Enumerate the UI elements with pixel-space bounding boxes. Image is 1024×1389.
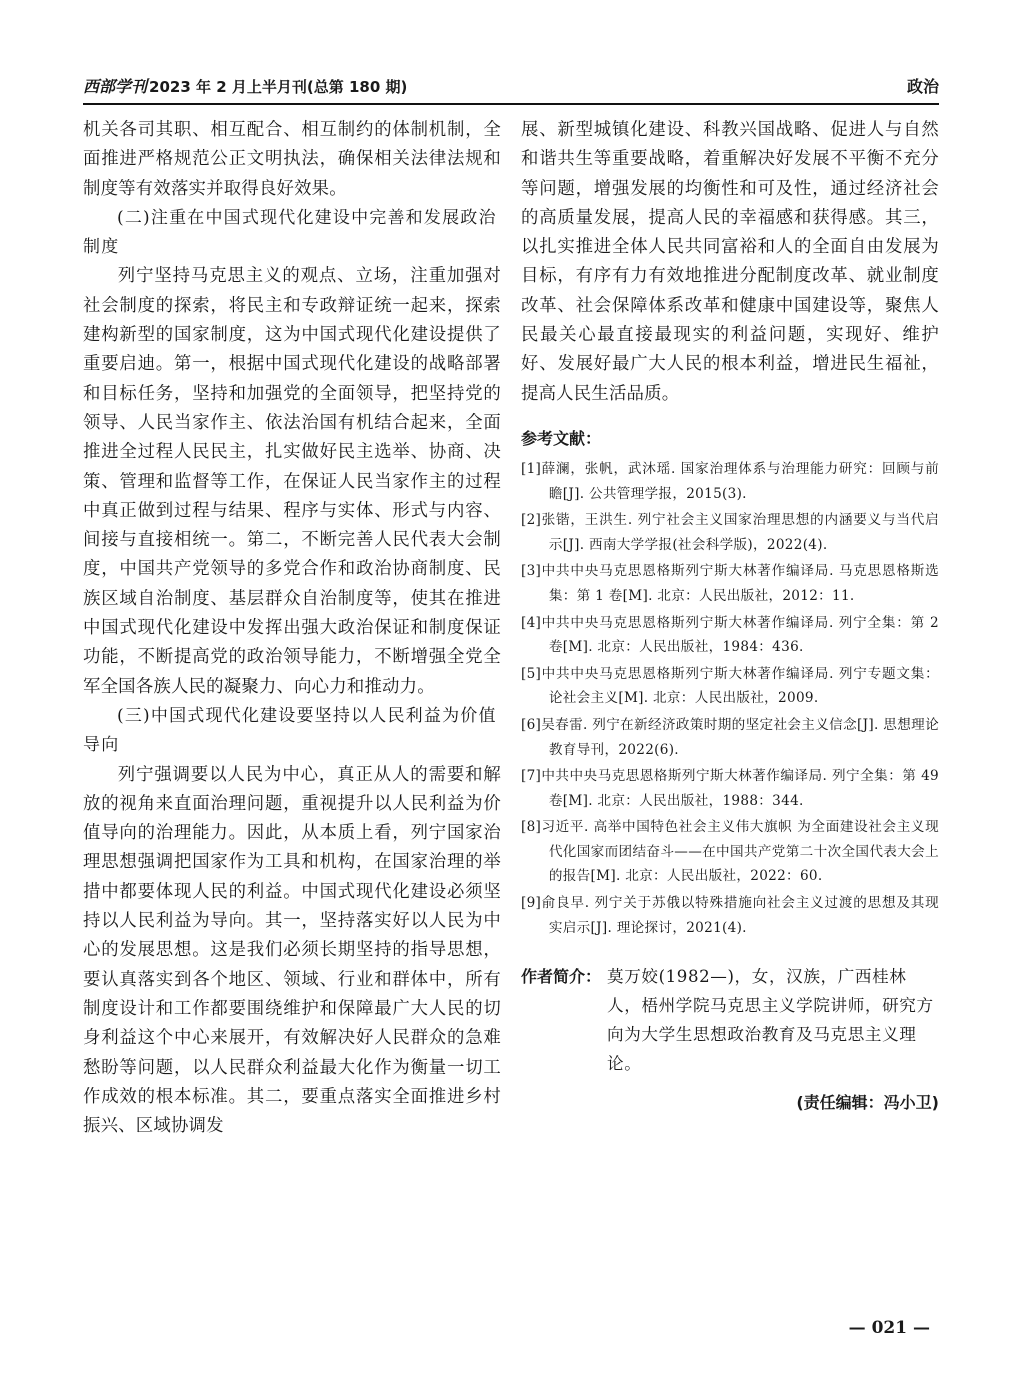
reference-item: [3]中共中央马克思恩格斯列宁斯大林著作编译局. 马克思恩格斯选集：第 1 卷[M]. 北京：人民出版社，2012：11. bbox=[521, 563, 939, 604]
section-heading: (三)中国式现代化建设要坚持以人民利益为价值导向 bbox=[83, 705, 497, 756]
author-bio bbox=[521, 962, 939, 1078]
right-column bbox=[521, 116, 939, 1113]
reference-item: [8]习近平. 高举中国特色社会主义伟大旗帜 为全面建设社会主义现代化国家而团结奋斗——在中国共产党第二十次全国代表大会上的报告[M]. 北京：人民出版社，2022：60. bbox=[521, 819, 939, 885]
reference-item: [4]中共中央马克思恩格斯列宁斯大林著作编译局. 列宁全集：第 2 卷[M]. 北京：人民出版社，1984：436. bbox=[521, 614, 939, 656]
running-header bbox=[83, 74, 939, 100]
author-bio-label: 作者简介： bbox=[521, 967, 602, 987]
section-label: 政治 bbox=[906, 77, 939, 96]
body-paragraph: 列宁强调要以人民为中心，真正从人的需要和解放的视角来直面治理问题，重视提升以人民利益为价值导向的治理能力。因此，从本质上看，列宁国家治理思想强调把国家作为工具和机构，在国家治理的举措中都要体现人民的利益。中国式现代化建设必须坚持以人民利益为导向。其一，坚持落实好以人民为中心的发展思想。这是我们必须长期坚持的指导思想，要认真落实到各个地区、领域、行业和群体中，所有制度设计和工作都要围绕维护和保障最广大人民的切身利益这个中心来展开，有效解决好人民群众的急难愁盼等问题，以人民群众利益最大化作为衡量一切工作成效的根本标准。其二，要重点落实全面推进乡村振兴、区域协调发 bbox=[83, 764, 501, 1137]
reference-item: [2]张锴，王洪生. 列宁社会主义国家治理思想的内涵要义与当代启示[J]. 西南大学学报(社会科学版)，2022(4). bbox=[521, 512, 939, 553]
left-column bbox=[83, 116, 501, 1141]
reference-item: [5]中共中央马克思恩格斯列宁斯大林著作编译局. 列宁专题文集：论社会主义[M]. 北京：人民出版社，2009. bbox=[521, 665, 939, 707]
section-heading: (二)注重在中国式现代化建设中完善和发展政治制度 bbox=[83, 207, 497, 258]
reference-item: [7]中共中央马克思恩格斯列宁斯大林著作编译局. 列宁全集：第 49 卷[M]. 北京：人民出版社，1988：344. bbox=[521, 768, 939, 809]
issue-info: 2023 年 2 月上半月刊(总第 180 期) bbox=[149, 78, 408, 96]
journal-logo: 西部学刊 bbox=[83, 77, 148, 96]
responsible-editor: (责任编辑：冯小卫) bbox=[796, 1093, 939, 1113]
reference-item: [9]俞良早. 列宁关于苏俄以特殊措施向社会主义过渡的思想及其现实启示[J]. 理论探讨，2021(4). bbox=[521, 895, 939, 936]
body-paragraph: 展、新型城镇化建设、科教兴国战略、促进人与自然和谐共生等重要战略，着重解决好发展不平衡不充分等问题，增强发展的均衡性和可及性，通过经济社会的高质量发展，提高人民的幸福感和获得感。其三，以扎实推进全体人民共同富裕和人的全面自由发展为目标，有序有力有效地推进分配制度改革、就业制度改革、社会保障体系改革和健康中国建设等，聚焦人民最关心最直接最现实的利益问题，实现好、维护好、发展好最广大人民的根本利益，增进民生福祉，提高人民生活品质。 bbox=[521, 120, 939, 404]
reference-list bbox=[521, 457, 939, 940]
reference-item: [1]薛澜，张帆，武沐瑶. 国家治理体系与治理能力研究：回顾与前瞻[J]. 公共管理学报，2015(3). bbox=[521, 460, 939, 502]
reference-item: [6]吴春雷. 列宁在新经济政策时期的坚定社会主义信念[J]. 思想理论教育导刊，2022(6). bbox=[521, 716, 939, 758]
body-paragraph: 机关各司其职、相互配合、相互制约的体制机制，全面推进严格规范公正文明执法，确保相关法律法规和制度等有效落实并取得良好效果。 bbox=[83, 120, 501, 199]
header-journal-info bbox=[83, 74, 407, 100]
references-heading: 参考文献： bbox=[521, 428, 602, 448]
body-paragraph: 列宁坚持马克思主义的观点、立场，注重加强对社会制度的探索，将民主和专政辩证统一起来，探索建构新型的国家制度，这为中国式现代化建设提供了重要启迪。第一，根据中国式现代化建设的战略部署和目标任务，坚持和加强党的全面领导，把坚持党的领导、人民当家作主、依法治国有机结合起来，全面推进全过程人民民主，扎实做好民主选举、协商、决策、管理和监督等工作，在保证人民当家作主的过程中真正做到过程与结果、程序与实体、形式与内容、间接与直接相统一。第二，不断完善人民代表大会制度，中国共产党领导的多党合作和政治协商制度、民族区域自治制度、基层群众自治制度等，使其在推进中国式现代化建设中发挥出强大政治保证和制度保证功能，不断提高党的政治领导能力，不断增强全党全军全国各族人民的凝聚力、向心力和推动力。 bbox=[83, 266, 501, 697]
author-bio-text: 莫万姣(1982—)，女，汉族，广西桂林人，梧州学院马克思主义学院讲师，研究方向为大学生思想政治教育及马克思主义理论。 bbox=[607, 967, 934, 1074]
header-rule bbox=[83, 103, 939, 105]
page-number: — 021 — bbox=[848, 1318, 930, 1338]
